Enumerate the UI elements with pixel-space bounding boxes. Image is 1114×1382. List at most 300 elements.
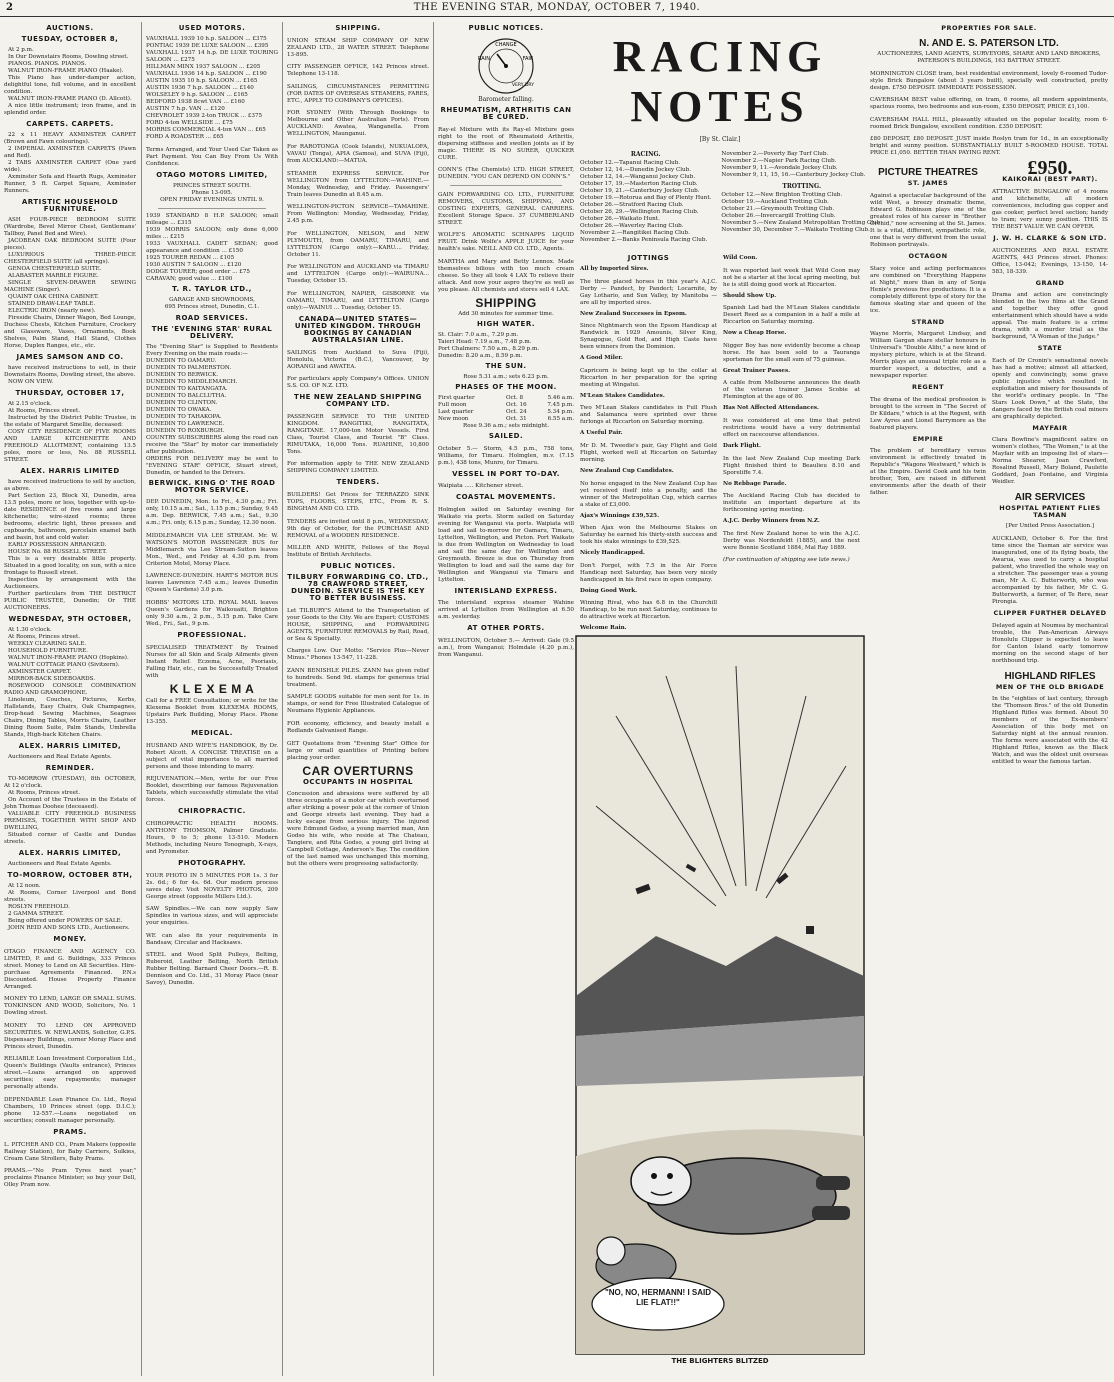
property-price: £950. xyxy=(1027,157,1073,180)
racing-fixture: October 26, 29.—Wellington Racing Club. xyxy=(580,209,699,215)
continuation-note: (For continuation of shipping see late news.) xyxy=(723,557,850,564)
motor-listing: 1925 TOURER REDAN ... £105 xyxy=(146,254,235,261)
barometer-dial-icon xyxy=(473,36,539,96)
shipping-heading: SHIPPING. xyxy=(335,24,381,32)
auction-entry-title: WEDNESDAY, 9TH OCTOBER, xyxy=(8,615,132,623)
racing-item-heading: New Zealand Successes in Epsom. xyxy=(580,310,687,317)
kaikorai-body: ATTRACTIVE BUNGALOW of 4 rooms and kitchenette, all modern conveniences, including gas copper and gas cooker, perfect level section; handy to tram; very sunny position. THIS IS THE BEST VALUE WE CAN OFFER. xyxy=(992,188,1108,230)
grand-review: Drama and action are convincingly blended in the two films at the Grand and together they offer good entertainment which should have a wide appeal. The main feature is a crime drama, with a murder trial as the background, "A Woman of the Judge." xyxy=(992,292,1108,341)
napier-sailings: For WELLINGTON, NAPIER, GISBORNE via OAMARU, TIMARU, and LYTTELTON (Cargo only):—WAINUI ... Tuesday, October 15. xyxy=(287,290,429,311)
auction-entry-line: At Rooms, Princes street. xyxy=(8,408,81,414)
road-service-line: DUNEDIN TO PALMERSTON. xyxy=(146,364,232,371)
nelson-sailings: For WELLINGTON, NELSON, and NEW PLYMOUTH, from OAMARU, TIMARU, and LYTTELTON (Cargo only):—KARU.... Friday, October 11. xyxy=(287,230,429,258)
cartoon-caption: THE BLIGHTERS BLITZED xyxy=(671,1357,769,1365)
auction-entry-line: EARLY POSSESSION ARRANGED. xyxy=(8,542,107,548)
racing-fixture: November 2.—Banks Peninsula Racing Club. xyxy=(580,237,708,243)
road-service-line: DUNEDIN TO OAMARU. xyxy=(146,357,217,364)
trotting-fixture: October 12.—New Brighton Trotting Club. xyxy=(721,192,843,198)
motor-terms-note: Terms Arranged, and Your Used Car Taken as Part Payment. You Can Buy From Us With Confidence. xyxy=(146,146,278,167)
moon-phase-name: First quarter xyxy=(438,394,475,401)
racing-fixture: October 26.—Stratford Racing Club. xyxy=(580,202,684,208)
public-notices-column xyxy=(433,22,578,1376)
racing-item-heading: Nicely Handicapped. xyxy=(580,550,645,557)
auction-entry-line: On Account of the Trustees in the Estate of John Thomas Doohee (deceased). xyxy=(4,797,136,810)
road-service-line: DUNEDIN TO BALCLUTHA. xyxy=(146,392,227,399)
public-notices-heading: PUBLIC NOTICES. xyxy=(320,562,396,571)
canada-heading: CANADA—UNITED STATES—UNITED KINGDOM. THROUGH BOOKINGS BY CANADIAN AUSTRALASIAN LINE. xyxy=(294,314,422,344)
auction-entry-line: Axminster Sofa and Hearth Rugs, Axminster Runner, 5 ft. Carpet Square, Axminster Runners. xyxy=(4,174,136,194)
wellington-picton: WELLINGTON-PICTON SERVICE—TAMAHINE. From Wellington: Monday, Wednesday, Friday, 2.45 p.m. xyxy=(287,204,429,225)
lawrence-notice: LAWRENCE-DUNEDIN. HART'S MOTOR BUS leaves Lawrence 7.45 a.m.; leaves Dunedin (Queen's Gardens) 3.0 p.m. xyxy=(146,573,278,594)
rarotonga-sailings: For RAROTONGA (Cook Islands), NUKUALOFA, VAVAU (Tonga), APIA (Samoa), and SUVA (Fiji), from AUCKLAND:—MATUA. xyxy=(287,143,429,164)
auction-entry-line: MIRROR-BACK SIDEBOARDS. xyxy=(8,676,95,682)
air-services-body: AUCKLAND, October 6. For the first time since the Tasman air service was inaugurated, one of its flying boats, the Awarua, was used to carry a hospital patient, who travelled the whole way on a stretcher. The passenger was a young man, Mr A. C. Butterworth, who was accompanied by his father, Mr C. G. Butterworth, a farmer, of Te Rere, near Pirongia. xyxy=(992,535,1108,605)
vessel-in-port-heading: VESSEL IN PORT TO-DAY. xyxy=(452,469,560,478)
motor-listing: VAUXHALL 1939 10 h.p. SALOON ... £375 xyxy=(146,36,267,42)
auction-entry-line: Auctioneers and Real Estate Agents. xyxy=(8,754,112,760)
racing-item-heading: No Rebbage Parade. xyxy=(723,480,787,487)
trotting-fixture: November 30, December 7.—Waikato Trotting Club. xyxy=(721,227,870,233)
racing-item-heading: Welcome Rain. xyxy=(580,625,627,632)
motor-listing: AUSTIN 1935 10 h.p. SALOON ... £165 xyxy=(146,78,258,84)
racing-fixture: October 26.—Waverley Racing Club. xyxy=(580,223,684,229)
rejuvenation-body: REJUVENATION.—Men, write for our Free Booklet, describing our famous Rejuvenation Tablets, which successfully stimulate the vital forces. xyxy=(146,776,278,804)
highland-rifles-subheading: MEN OF THE OLD BRIGADE xyxy=(995,682,1105,691)
racing-item-heading: Wild Coon. xyxy=(723,255,758,261)
zann-notice: ZANN BENISHLE PILES. ZANN has given relief to hundreds. Send 9d. stamps for generous trial treatment. xyxy=(287,667,429,688)
auction-entry-title: ALEX. HARRIS LIMITED, xyxy=(18,849,122,857)
auction-entry-line: HOUSEHOLD FURNITURE. xyxy=(8,648,88,654)
tide-line: Dunedin: 8.20 a.m., 8.59 p.m. xyxy=(438,352,523,359)
racing-item-body: The first New Zealand horse to win the A.J.C. Derby was Nordenfeldt (1885), and the next were Bonnie Scotland 1884, Mal Ray 1889. xyxy=(723,530,860,551)
auction-entry-line: LUXURIOUS THREE-PIECE CHESTERFIELD SUITE (all springs). xyxy=(4,252,136,265)
motor-listing: MORRIS COMMERCIAL 4-ton VAN ... £65 xyxy=(146,127,266,133)
auction-entry-line: At 1.30 o'clock. xyxy=(8,627,52,633)
racing-item-body: Mr D. M. Tweedie's pair, Gay Flight and Gold Flight, worked well at Riccarton on Saturday morning. xyxy=(580,442,717,463)
racing-item-heading: New Zealand Cup Candidates. xyxy=(580,467,674,474)
auction-entry-line: Situated corner of Castle and Dundas streets. xyxy=(4,832,136,845)
racing-fixtures-heading: RACING. xyxy=(630,151,661,158)
highland-rifles-body: In the "eighties of last century, through the "Thomson Bros." of the old Dunedin Highland Rifles was formed. About 50 members of the Ex-members' Association of this body met on Saturday night at the annual reunion. The forms were associated with the 42 Highland Rifles, known as the Black Watch, and was the oldest unit overseas entitled to wear the famous tartan. xyxy=(992,696,1108,766)
auction-entry-title: ARTISTIC HOUSEHOLD FURNITURE. xyxy=(21,198,119,213)
auction-entry-line: At 2 p.m. xyxy=(8,47,34,53)
racing-fixture: October 26.—Waikato Hunt. xyxy=(580,216,660,222)
moon-phase-date: Oct. 24 xyxy=(506,408,527,415)
interisland-body: The interisland express steamer Wahine arrived at Lyttelton from Wellington at 6.50 a.m. yesterday. xyxy=(438,600,574,621)
trotting-fixture: October 19.—Auckland Trotting Club. xyxy=(721,199,829,205)
trotting-fixture: October 21.—Greymouth Trotting Club. xyxy=(721,206,835,212)
state-review: Each of Dr Cronin's sensational novels has had a motive; almost all attacked, openly and convincingly, some grave public injustice which resulted in exploitation and misery for thousands of the world's ordinary people. In "The Stars Look Down," at the State, the dangers faced by the British coal miners are graphically depicted. xyxy=(992,357,1108,420)
newspaper-title: THE EVENING STAR, MONDAY, OCTOBER 7, 1940. xyxy=(413,2,701,13)
sun-times: Rose 5.31 a.m.; sets 6.23 p.m. xyxy=(463,373,549,380)
motor-listing: VAUXHALL 1937 14 h.p. DE LUXE TOURING SALOON ... £275 xyxy=(146,50,278,63)
racing-item-body: The Auckland Racing Club has decided to institute an important departure at its forthcoming spring meeting. xyxy=(723,493,860,514)
barometer-caption: Barometer falling. xyxy=(478,96,534,103)
motor-listing: AUSTIN 1936 7 h.p. SALOON ... £140 xyxy=(146,85,254,91)
motor-listing: HILLMAN MINX 1937 SALOON ... £205 xyxy=(146,64,261,70)
trotting-heading: TROTTING. xyxy=(782,183,822,190)
auction-entry-line: ELECTRIC IRON (nearly new). xyxy=(8,308,96,314)
vessel-in-port: Waipiata ..... Kitchener street. xyxy=(438,483,524,490)
auction-entry xyxy=(4,199,136,350)
auction-entry-line: Auctioneers and Real Estate Agents. xyxy=(8,861,112,867)
rheumatism-heading: RHEUMATISM, ARTHRITIS CAN BE CURED. xyxy=(440,106,572,121)
racing-item-body: It was considered at one time that petrol restrictions would have a very detrimental effect on racecourse attendances. xyxy=(723,417,860,438)
dealer-name-1: OTAGO MOTORS LIMITED, xyxy=(156,170,268,179)
summer-time-note: Add 30 minutes for summer time. xyxy=(458,310,554,317)
racing-fixture: November 9, 11.—Avondale Jockey Club. xyxy=(721,165,838,171)
tenders-heading: TENDERS. xyxy=(336,478,380,487)
racing-fixture: October 17, 19.—Masterton Racing Club. xyxy=(580,181,698,187)
klexema-body: Call for a FREE Consultation; or write for the Klexema Booklet from KLEXEMA ROOMS, Upstairs Park Building, Moray Place. Phone 13-355. xyxy=(146,698,278,726)
moon-phase-date: Oct. 31 xyxy=(506,415,527,422)
auction-entry-line: ALABASTER MARBLE FIGURE. xyxy=(8,273,99,279)
moon-phase-date: Oct. 16 xyxy=(506,401,527,408)
canada-apply: For particulars apply Company's Offices. UNION S.S. CO. OF N.Z. LTD. xyxy=(287,376,429,390)
conns-chemists: CONN'S (The Chemists) LTD. HIGH STREET, DUNEDIN. "YOU CAN DEPEND ON CONN'S." xyxy=(438,167,574,181)
auction-entry-line: 2 TABS AXMINSTER CARPET (One yard wide). xyxy=(4,160,136,173)
auction-entry-line: Linoleum, Couches, Pictures, Kerbs, Hallstands, Easy Chairs, Oak Champagnes, Drop-head Sewing Machines, Seagrass Chairs, Dining Tables, Morris Chairs, Leather Dining Room Suite, Palm Stands, Umbrella Stands, High-back Kitchen Chairs. xyxy=(4,697,136,738)
auction-entry-title: JAMES SAMSON AND CO. xyxy=(16,353,124,361)
used-motors-heading: USED MOTORS. xyxy=(178,24,246,32)
dial-label-rain: RAIN xyxy=(478,56,490,62)
auction-entry xyxy=(4,390,136,464)
dealer-phone-1: Phone 13-095. xyxy=(191,189,233,196)
moon-phase-row xyxy=(438,409,574,416)
moon-phases-heading: PHASES OF THE MOON. xyxy=(455,382,557,391)
auction-entry-line: Further particulars from THE DISTRICT PUBLIC TRUSTEE, Dunedin; Or THE AUCTIONEERS. xyxy=(4,591,136,611)
auction-entry-line: COSY CITY RESIDENCE OF FIVE ROOMS AND LARGE KITCHENETTE AND FREEHOLD ALLOTMENT, containing 13.5 poles, more or less, No. 88 RUSSELL STREET. xyxy=(4,429,136,463)
property-listing: £80 DEPOSIT, £80 DEPOSIT. JUST inside Roslyn tram for 1d., in an exceptionally bright and sunny position. SUBSTANTIALLY BUILT 5-ROOMED HOUSE. TOTAL PRICE £1,050. BETTER THAN PAYING RENT. xyxy=(870,136,1108,157)
racing-fixture: October 12.—Tapanui Racing Club. xyxy=(580,160,681,166)
paterson-subheading: AUCTIONEERS, LAND AGENTS, SURVEYORS, SHARE AND LAND BROKERS, PATERSON'S BUILDINGS, 163 BATTRAY STREET. xyxy=(877,51,1101,64)
berwick-heading: BERWICK. KING O' THE ROAD MOTOR SERVICE. xyxy=(148,478,276,494)
auction-entry-title: TUESDAY, OCTOBER 8, xyxy=(21,35,119,43)
medical-body: HUSBAND AND WIFE'S HANDBOOK, By Dr. Robert Alcott. A CONCISE TREATISE on a subject of vital importance to all married persons and those intending to marry. xyxy=(146,742,278,770)
st-james-review: Against a spectacular background of the wild West, a breezy dramatic theme, Edward G. Robinson plays one of the greatest roles of his career in "Brother Orchid," now screening at the St. James. It is a vital, different, sympathetic role, one that is very different from the usual Robinson portrayals. xyxy=(870,192,986,248)
auction-entry-line: NOW ON VIEW. xyxy=(8,379,54,385)
air-services-subheading: HOSPITAL PATIENT FLIES TASMAN xyxy=(999,504,1101,520)
coastal-heading: COASTAL MOVEMENTS. xyxy=(456,493,556,502)
motor-listing: 1930 AUSTIN 7 SALOON ... £120 xyxy=(146,261,242,268)
road-service-line: DUNEDIN TO KAITANGATA. xyxy=(146,385,228,392)
auction-entry-line: At Rooms, Corner Liverpool and Bond streets. xyxy=(4,890,136,903)
moon-phase-time: 5.46 a.m. xyxy=(547,394,574,401)
page-number: 2 xyxy=(6,2,13,13)
other-fixture-list xyxy=(721,151,882,179)
moon-rise: Rose 9.36 a.m.; sets midnight. xyxy=(463,422,549,429)
auction-entry-line: At 2.15 o'clock. xyxy=(8,401,52,407)
tilbury-footer: Charges Low. Our Motto: "Service Plus—Never Minus." Phones 13-547, 11-228. xyxy=(287,648,429,662)
road-service-line: COUNTRY SUBSCRIBERS along the road can receive the "Star" by motor car immediately after publication. xyxy=(146,434,278,455)
tide-line: Port Chalmers: 7.50 a.m., 8.29 p.m. xyxy=(438,345,540,352)
racing-item-heading: Doing Good Work. xyxy=(580,587,638,594)
racing-fixture-list xyxy=(580,160,711,244)
racing-item-heading: Now a Cheap Horse. xyxy=(723,330,787,337)
moon-phase-date: Oct. 8 xyxy=(506,394,524,401)
money-notice: RELIABLE Loan Investment Corporation Ltd., Queen's Buildings (Vaults entrance), Princes street.—Loans arranged on approved securities; easy repayments; manager personally attends. xyxy=(4,1056,136,1091)
road-service-line: DUNEDIN TO OWAKA. xyxy=(146,406,212,413)
octagon-heading: OCTAGON xyxy=(908,251,948,260)
dealer-line-2b: 695 Princes street, Dunedin, C.1. xyxy=(164,303,260,310)
auction-entry-line: In Our Downstairs Rooms, Dowling street. xyxy=(8,54,129,60)
martha-lax-ad: MARTHA and Mary and Betty Lennox. Made themselves bilious with too much cream cheese. So they all took 4 LAX To relieve their attack. And now your aspro they're as well as you please. All chemists and stores sell 4 LAX. xyxy=(438,258,574,293)
shipping-column xyxy=(282,22,433,1376)
racing-fixture: October 19.—Rotorua and Bay of Plenty Hunt. xyxy=(580,195,712,201)
dealer-name-2: T. R. TAYLOR LTD., xyxy=(172,284,252,293)
auction-entry-line: TO-MORROW (TUESDAY), 8th OCTOBER, At 12 o'clock. xyxy=(4,776,136,789)
sailings-notice: SAILINGS, CIRCUMSTANCES PERMITTING (FOR DATES OF OVERSEAS STEAMERS, FARES, ETC., APPLY TO COMPANY'S OFFICES). xyxy=(287,83,429,104)
right-column xyxy=(870,22,1108,1376)
auction-entry-title: THURSDAY, OCTOBER 17, xyxy=(15,389,125,397)
racing-notes-title: RACING NOTES xyxy=(612,32,828,131)
auckland-sailings: For WELLINGTON and AUCKLAND via TIMARU and LYTTELTON (Cargo only):—WAIRUNA... Tuesday, October 15. xyxy=(287,264,429,285)
money-notice: DEPENDABLE Loan Finance Co. Ltd., Royal Chambers, 10 Princes street (opp. D.I.C.); phone 12-557.—Loans negotiated on securities; consult manager personally. xyxy=(4,1096,136,1124)
auction-entry-line: AXMINSTER CARPET. xyxy=(8,669,72,675)
racing-item-body: No horse engaged in the New Zealand Cup has yet received itself into a penalty, and the winner of the Metropolitan Cup, which carries a stake of £3,000. xyxy=(580,480,717,508)
tilbury-body: Let TILBURY'S Attend to the Transportation of your Goods to the City. We are Expert: CUSTOMS HOUSE, SHIPPING, and FORWARDING AGENTS, FURNITURE REMOVALS by Rail, Road, or Sea & Specialty. xyxy=(287,607,429,642)
trotting-fixture: October 26.—Invercargill Trotting Club. xyxy=(721,213,836,219)
prams-entries xyxy=(4,1142,136,1190)
racing-fixture: October 19, 21.—Canterbury Jockey Club. xyxy=(580,188,700,194)
auction-entry-line: SINGLE SEVEN-DRAWER SEWING MACHINE (Singer). xyxy=(4,280,136,293)
road-service-line: DUNEDIN TO LAWRENCE. xyxy=(146,420,225,427)
sailed-body: October 5.— Storm, 4.5 p.m., 758 tons, Williams, for Timaru. Holmglen, m.v. (7.15 p.m.), 438 tons, Munro, for Timaru. xyxy=(438,445,574,466)
sun-heading: THE SUN. xyxy=(485,361,527,370)
cartoon-illustration xyxy=(576,636,864,1354)
money-notice: MONEY TO LEND, LARGE OR SMALL SUMS. TONKINSON AND WOOD, Solicitors, No. 1 Dowling street. xyxy=(4,996,136,1017)
chiropractic-heading: CHIROPRACTIC. xyxy=(178,807,246,816)
racing-item-heading: Dark Flight. xyxy=(723,442,761,449)
empire-heading: EMPIRE xyxy=(912,434,944,443)
moon-phase-row xyxy=(438,416,574,423)
gain-forwarding: GAIN FORWARDING CO. LTD., FURNITURE REMOVERS, CUSTOMS, SHIPPING, AND COSTING EXPERTS, GENERAL CARRIERS. Excellent Storage Space. 37 CUMBERLAND STREET. xyxy=(438,191,574,226)
auction-entry xyxy=(4,765,136,846)
empire-review: The problem of hereditary versus environment is effectively treated in Republic's "Wagons Westward," which is at the Empire. David Cook and his twin brother, Tom, are raised in different environments after the death of their father. xyxy=(870,448,986,497)
cartoon-speech-balloon: "NO, NO, HERMANN! I SAID LIE FLAT!!" xyxy=(604,1288,711,1307)
auction-entry-line: Fireside Chairs, Dinner Wagon, Bed Lounge, Duchess Chests, Kitchen Furniture, Crockery and Glassware, Vases, Ornaments, Book Shelves, Palm Stand, Hall Stand, Clothes Horse, Duplex Ranges, etc., etc. xyxy=(4,315,136,349)
racing-item-body: A cable from Melbourne announces the death of the veteran trainer James Scobie at Flemington at the age of 80. xyxy=(723,380,860,401)
clarke-subheading: AUCTIONEERS AND REAL ESTATE AGENTS, 443 Princes street. Phones: Office, 13-042; Evenings, 13-150, 14-583, 18-339. xyxy=(992,247,1108,275)
public-notices-heading-2: PUBLIC NOTICES. xyxy=(468,24,544,32)
clarke-heading: J. W. H. CLARKE & SON LTD. xyxy=(993,233,1107,242)
clipper-heading: CLIPPER FURTHER DELAYED xyxy=(993,608,1107,617)
other-ports-body: WELLINGTON, October 5.— Arrived: Gale (9.5 a.m.), from Wanganui; Holmdale (4.20 p.m.), from Wanganui. xyxy=(438,637,574,658)
money-notice: OTAGO FINANCE AND AGENCY CO. LIMITED, P. and G. Buildings, 333 Princes street. Money to Lend on All Securities. Hire-purchase Agreements Financed. P.N.s Discounted. House Property Finance Arranged. xyxy=(4,948,136,990)
auction-entry-line: WALNUT IRON-FRAME PIANO (Haake). xyxy=(8,68,124,74)
racing-item-heading: A Good Miler. xyxy=(580,355,623,362)
road-service-line: DUNEDIN TO ROXBURGH. xyxy=(146,427,225,434)
racing-notes xyxy=(576,22,882,632)
car-overturns-subhead: OCCUPANTS IN HOSPITAL xyxy=(302,777,414,786)
racing-fixture: November 2.—Napier Park Racing Club. xyxy=(721,158,837,164)
moon-phase-name: Last quarter xyxy=(438,408,474,415)
auction-entry-line: 2 GAMMA STREET. xyxy=(8,911,64,917)
jottings-heading: JOTTINGS xyxy=(627,254,670,262)
air-services-assoc: [Per United Press Association.] xyxy=(1005,523,1095,530)
auction-entry-line: ROSLYN FREEHOLD. xyxy=(8,904,70,910)
racing-item-body: Capricorn is being kept up to the collar at Riccarton in her preparation for the spring meeting at Wingatui. xyxy=(580,367,717,388)
motor-list-2 xyxy=(146,213,278,283)
auction-entry-line: WALNUT IRON-FRAME PIANO (D. Allcott). xyxy=(8,96,132,102)
motor-listing: PONTIAC 1939 DE LUXE SALOON ... £395 xyxy=(146,43,269,49)
motor-listing: FORD A ROADSTER ... £65 xyxy=(146,134,224,140)
architects-signature: MILLER AND WHITE, Fellows of the Royal Institute of British Architects. xyxy=(287,545,429,559)
auction-entry-line: VALUABLE CITY FREEHOLD BUSINESS PREMISES, TOGETHER WITH SHOP AND DWELLING, xyxy=(4,811,136,831)
motor-listing: 1939 MORRIS SALOON; only done 6,000 miles ... £215 xyxy=(146,226,278,240)
pram-notice: PRAMS.—"No Pram Tyres next year," proclaims Finance Minister; so buy your Dell, Olley Pram now. xyxy=(4,1168,136,1189)
racing-byline: [By St. Clair.] xyxy=(699,136,741,143)
picture-theatres-heading: PICTURE THEATRES xyxy=(878,167,978,179)
auction-entry xyxy=(4,743,136,761)
racing-item-body: Spanish Lad had the M'Lean Stakes candidate Desert Reed as a companion in a half a mile at Riccarton on Saturday morning. xyxy=(723,305,860,326)
moon-phases-table xyxy=(438,395,574,423)
auction-entry-title: ALEX. HARRIS LIMITED xyxy=(20,467,120,475)
auction-entry-line: Being offered under POWERS OF SALE. xyxy=(8,918,123,924)
moon-phase-row xyxy=(438,402,574,409)
auction-entry-line: have received instructions to sell, in their Downstairs Rooms, Dowling street, the above. xyxy=(4,365,136,378)
rheumatism-body: Ray-el Mixture with its Ray-el Mixture goes right to the root of Rheumatoid Arthritis, dispersing stiffness and swollen joints as if by magic. THERE IS NO SURER, QUICKER CURE. xyxy=(438,126,574,161)
motor-listing: DODGE TOURER; good order ... £75 xyxy=(146,268,250,275)
mayfair-review: Clara Bowfine's magnificent satire on women's clothes, "The Women," is at the Mayfair with an imposing list of stars—Norma Shearer, Joan Crawford, Rosalind Russell, Mary Boland, Paulette Goddard, Joan Fontaine, and Virginia Weidler. xyxy=(992,437,1108,486)
professional-heading: PROFESSIONAL. xyxy=(177,630,247,639)
dial-label-change: CHANGE xyxy=(495,42,517,48)
racing-fixtures xyxy=(576,151,882,244)
octagon-review: Stacy voice and acting performances are combined on "Everything Happens at Night," more than in any of Sonja Henie's previous five productions. It is a completely different type of story for the famous skating star and queen of the ice. xyxy=(870,265,986,314)
racing-item-heading: All by Imported Sires. xyxy=(580,266,649,272)
auction-entry-line: JACOBEAN OAK BEDROOM SUITE (Four pieces). xyxy=(4,238,136,251)
auction-entry-line: GENOA CHESTERFIELD SUITE. xyxy=(8,266,102,272)
tides-list xyxy=(438,332,574,360)
middlemarch-notice: MIDDLEMARCH VIA LEE STREAM. Mr. W. WATSON'S MOTOR PASSENGER BUS for Middlemarch via Lee Stream-Sutton leaves Mon., Wed., and Friday at 4.30 p.m. from Criterion Motel, Moray Place. xyxy=(146,532,278,567)
road-services-title: THE 'EVENING STAR' RURAL DELIVERY. xyxy=(151,324,273,340)
auction-entry-line: Instructed by the District Public Trustee, in the estate of Margaret Smellie, deceased: xyxy=(4,415,136,428)
paterson-heading: N. AND E. S. PATERSON LTD. xyxy=(919,38,1059,49)
used-motors-column xyxy=(141,22,282,1376)
dealer-line-2a: GARAGE AND SHOWROOMS, xyxy=(169,296,255,303)
other-ports-heading: AT OTHER PORTS. xyxy=(467,624,545,633)
air-services-heading: AIR SERVICES xyxy=(1014,492,1086,504)
auction-entry xyxy=(4,36,136,117)
city-passenger-office: CITY PASSENGER OFFICE, 142 Princes street. Telephone 13-118. xyxy=(287,64,429,78)
photography-body: YOUR PHOTO IN 5 MINUTES FOR 1s. 3 for 2s. 6d.; 6 for 4s. 6d. Our modern process saves delay. Visit NOVELTY PHOTOS, 209 George street (opposite Millers Ltd.). xyxy=(146,872,278,900)
moon-phase-time: 6.55 a.m. xyxy=(547,415,574,422)
auction-entry-line: At 12 noon. xyxy=(8,883,41,889)
road-service-line: DUNEDIN TO TAHAKOPA. xyxy=(146,413,222,420)
motor-listing: AUSTIN 7 h.p. VAN ... £120 xyxy=(146,106,225,112)
pram-notice: L. PITCHER AND CO., Pram Makers (opposite Railway Station), for Baby Carriers, Sulkies, Cream Cane Strollers, Baby Prams. xyxy=(4,1141,136,1162)
racing-item-body: When Ajax won the Melbourne Stakes on Saturday he earned his thirty-sixth success and took his stake winnings to £39,525. xyxy=(580,525,717,546)
money-notice: MONEY TO LEND ON APPROVED SECURITIES. W. NEWLANDS, Solicitor, G.P.S. Dispensary Buildings, corner Moray Place and Princes street, Dunedin. xyxy=(4,1022,136,1050)
coastal-body: Holmglen sailed on Saturday evening for Waikato via ports. Storm sailed on Saturday evening for Wanganui via ports. Waipiata will load and sail to-morrow for Oamaru, Timaru, Lyttelton, Wellington, and Picton. Port Waikato is due from Wellington on Wednesday to load and sail the same day for Wellington and Greymouth. Breeze is due on Thursday from Wellington to load and sail the same day for Wellington and Wanganui via Timaru and Lyttelton. xyxy=(438,506,574,583)
motor-listing: 1939 STANDARD 8 H.P. SALOON; small mileage ... £315 xyxy=(146,212,278,226)
racing-fixture: November 2.—Rangitikei Racing Club. xyxy=(580,230,690,236)
racing-item-body: Winning Rival, who has 6.8 in the Churchill Handicap, to be run next Saturday, continues to do attractive work at Riccarton. xyxy=(580,600,717,621)
high-water-heading: HIGH WATER. xyxy=(476,319,536,328)
professional-body: SPECIALISED TREATMENT By Trained Nurses for all Skin and Scalp Ailments given Instant Relief. Eczema, Acne, Psoriasis, Falling Hair, etc., can be Successfully Treated with xyxy=(146,644,278,679)
auction-entry-line: ASH FOUR-PIECE BEDROOM SUITE (Wardrobe, Bevel Mirror Chest, Gentlemans' Tallboy, Panel Bed and Wire). xyxy=(4,217,136,237)
motor-list-1 xyxy=(146,36,278,141)
racing-fixture: October 12, 14.—Wanganui Jockey Club. xyxy=(580,174,696,180)
money-entries xyxy=(4,949,136,1125)
racing-item-heading: Should Show Up. xyxy=(723,292,777,299)
auction-entry-line: Inspection by arrangement with the Auctioneers. xyxy=(4,577,136,590)
union-steamship: UNION STEAM SHIP COMPANY OF NEW ZEALAND LTD., 28 WATER STREET. Telephone 13-895. xyxy=(287,37,429,58)
moon-phase-time: 5.34 p.m. xyxy=(547,408,574,415)
auction-entry-line: Part Section 23, Block XI, Dunedin, area 13.5 poles, more or less, together with up-to-date RESIDENCE of five rooms and large kitchenette; wire-sized rooms; three bedrooms, electric light, three presses and cupboards, bathroom, porcelain enamel bath and basin, hot and cold water. xyxy=(4,493,136,541)
racing-items xyxy=(723,255,860,552)
auction-entry-line: A nice little instrument; iron frame, and in splendid order. xyxy=(4,103,136,116)
masthead xyxy=(0,0,1114,17)
grand-heading: GRAND xyxy=(1035,278,1065,287)
motor-listing: BEDFORD 1938 8cwt VAN ... £160 xyxy=(146,99,245,105)
interisland-heading: INTERISLAND EXPRESS. xyxy=(454,586,558,595)
tenders-body: TENDERS are invited until 8 p.m., WEDNESDAY, 9th day of October, for the PURCHASE AND REMOVAL of a WOODEN RESIDENCE. xyxy=(287,518,429,539)
clipper-body: Delayed again at Noumea by mechanical trouble, the Pan-American Airways Honolulu Clipper is expected to leave for Canton Island early tomorrow morning on the second stage of her northbound trip. xyxy=(992,622,1108,664)
wolfe-schnapps: WOLFE'S AROMATIC SCHNAPPS LIQUID FRUIT. Drink Wolfe's APPLE JUICE for your health's sake. NEILL AND CO. LTD., Agents. xyxy=(438,232,574,253)
dealer-hours-1: OPEN FRIDAY EVENINGS UNTIL 9. xyxy=(160,196,264,203)
strand-review: Wayne Morris, Margaret Lindsay, and William Gargan share stellar honours in Universal's "Double Alibi," a new kind of mystery picture, which is at the Strand. Morris plays an unusual triple role as a murder suspect, a detective, and a newspaper reporter. xyxy=(870,331,986,380)
dealer-address-1: PRINCES STREET SOUTH. xyxy=(172,182,252,189)
motor-listing: VAUXHALL 1936 14 h.p. SALOON ... £190 xyxy=(146,71,267,77)
property-listing: CAVERSHAM HALL HILL, pleasantly situated on the popular locality, room 6-roomed Brick Bungalow, excellent condition. £350 DEPOSIT. xyxy=(870,116,1108,130)
racing-item-body: Two M'Lean Stakes candidates in Full Flush and Salamanca were sprinted over three furlongs at Riccarton on Saturday morning. xyxy=(580,405,717,426)
motor-listing: CHEVROLET 1939 2-ton TRUCK ... £375 xyxy=(146,113,263,119)
road-service-line: DUNEDIN TO MIDDLEMARCH. xyxy=(146,378,238,385)
prams-heading: PRAMS. xyxy=(53,1127,87,1136)
auction-entry-title: ALEX. HARRIS LIMITED, xyxy=(18,742,122,750)
auction-entry xyxy=(4,468,136,612)
auction-entry-line: PIANOS. PIANOS. PIANOS. xyxy=(8,61,87,67)
auction-entry-line: 22 x 11 HEAVY AXMINSTER CARPET (Brown and Fawn colourings). xyxy=(4,132,136,145)
divider xyxy=(450,185,562,186)
saw-spindles-notice: SAW Spindles.—We can now supply Saw Spindles in various sizes, and will appreciate your enquiries. xyxy=(146,906,278,927)
road-services-heading: ROAD SERVICES. xyxy=(175,313,249,322)
tide-line: St. Clair: 7.0 a.m., 7.29 p.m. xyxy=(438,331,519,338)
trotting-fixture: November 5.—New Zealand Metropolitan Trotting Club. xyxy=(721,220,882,226)
auction-entries xyxy=(4,36,136,932)
economy-notice: FOR economy, efficiency, and beauty install a Redlands Galvanised Range. xyxy=(287,721,429,735)
steel-pulleys-notice: STEEL and Wood Split Pulleys, Belting, Ruberoid, Leather Belting, North British Rubber Belting. Barnard Cheer Doors.—R. B. Dennison and Co. Ltd., 31 Moray Place (near Savoy), Dunedin. xyxy=(146,952,278,987)
auction-entry-line: HOUSE No. 88 RUSSELL STREET. xyxy=(8,549,107,555)
road-service-line: DUNEDIN TO CLINTON. xyxy=(146,399,218,406)
regent-heading: REGENT xyxy=(911,383,945,392)
quotations-notice: GET Quotations from "Evening Star" Office for large or small quantities of Printing before placing your order. xyxy=(287,740,429,761)
car-overturns-headline: CAR OVERTURNS xyxy=(302,763,414,778)
racing-fixture: November 2.—Poverty Bay Turf Club. xyxy=(721,151,829,157)
racing-item-body: In the last New Zealand Cup meeting Dark Flight finished third to Beaulieu 8.10 and Sporeliffe 7.4. xyxy=(723,455,860,476)
moon-phase-name: Full moon xyxy=(438,401,467,408)
racing-fixture: November 9, 11, 15, 16.—Canterbury Jockey Club. xyxy=(721,172,866,178)
cartoon-panel xyxy=(576,636,864,1372)
highland-rifles-heading: HIGHLAND RIFLES xyxy=(1004,670,1096,682)
property-listings xyxy=(870,71,1108,158)
samples-notice: SAMPLE GOODS suitable for men sent for 1s. in stamps, or send for Free Illustrated Catalogue of Neumans Hygienic Appliances. xyxy=(287,694,429,715)
road-service-line: DUNEDIN TO BERWICK. xyxy=(146,371,219,378)
nz-shipping-heading: THE NEW ZEALAND SHIPPING COMPANY LTD. xyxy=(294,393,422,409)
money-heading: MONEY. xyxy=(53,935,87,943)
racing-item-heading: A.J.C. Derby Winners from N.Z. xyxy=(723,518,820,525)
moon-phase-name: New moon xyxy=(438,415,469,422)
regent-review: The drama of the medical profession is brought to the screen in "The Secret of Dr Kildare," which is at the Regent, with Lew Ayres and Lionel Barrymore as the featured players. xyxy=(870,396,986,431)
properties-heading: PROPERTIES FOR SALE. xyxy=(941,24,1037,32)
auction-entry xyxy=(4,616,136,739)
property-listing: CAVERSHAM BEST value offering, on tram, 6 rooms, all modern appointments, spacious rooms, two bedrooms and sun-room, £350 DEPOSIT, PRICE £1,100. xyxy=(870,97,1108,111)
auctions-heading: AUCTIONS. xyxy=(46,24,94,32)
road-service-line: ORDERS FOR DELIVERY may be sent to "EVENING STAR" OFFICE, Stuart street, Dunedin, or handed to the Drivers. xyxy=(146,455,278,476)
auction-entry-line: STAINED DRAW-LEAF TABLE. xyxy=(8,301,96,307)
motor-listing: FORD 4-ton WELLSIDE ... £75 xyxy=(146,120,233,126)
